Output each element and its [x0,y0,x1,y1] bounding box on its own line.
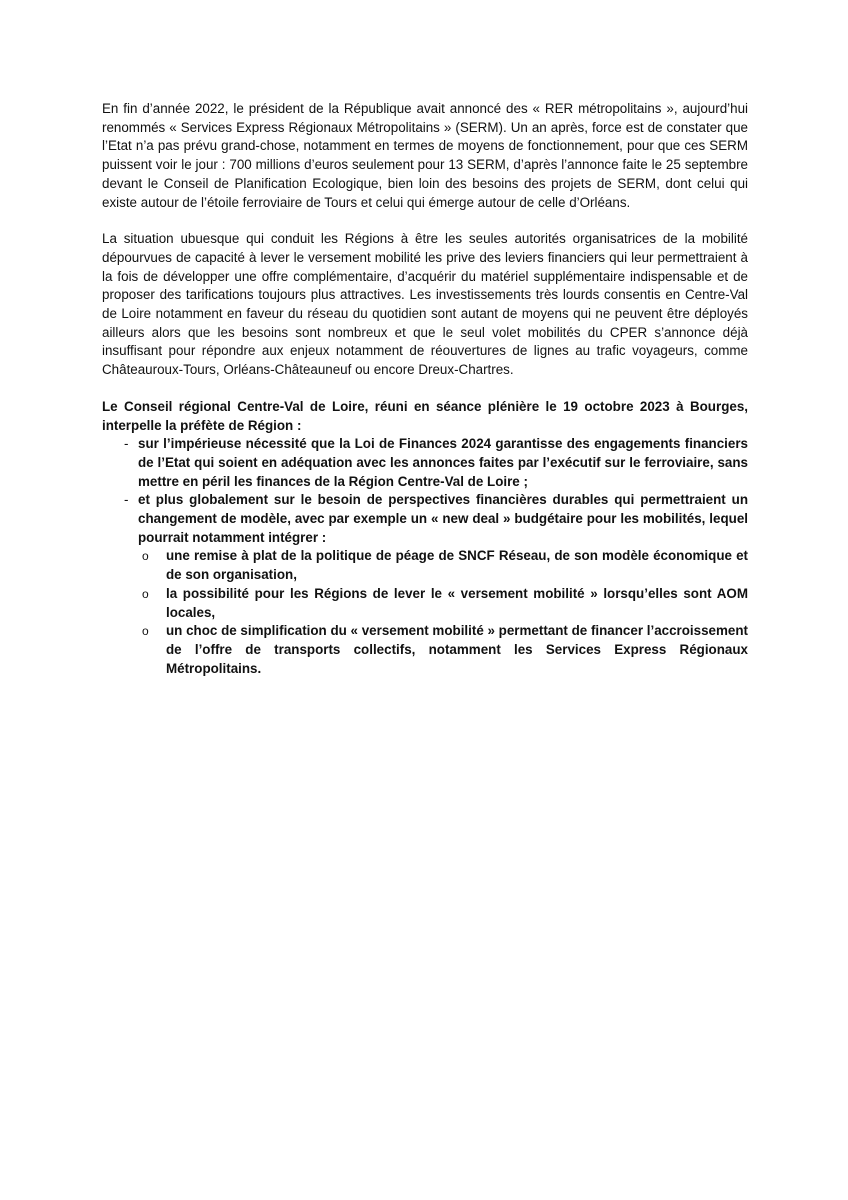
paragraph-serm-context: En fin d’année 2022, le président de la République avait annoncé des « RER métropolitains », aujourd’hui renommés « Services Express Régionaux Métropolitains » (SERM). Un an après, force est de constater que l’Etat n’a pas prévu grand-chose, notamment en termes de moyens de fonctionnement, pour que ces SERM puissent voir le jour : 700 millions d’euros seulement pour 13 SERM, d’après l’annonce faite le 25 septembre devant le Conseil de Planification Ecologique, bien loin des besoins des projets de SERM, dont celui qui existe autour de l’étoile ferroviaire de Tours et celui qui émerge autour de celle d’Orléans. [102,101,748,210]
circle-marker: o [142,549,149,564]
resolution-intro: Le Conseil régional Centre-Val de Loire, réuni en séance plénière le 19 octobre 2023 à Bourges, interpelle la préfète de Région : [102,398,748,433]
document-page [102,100,748,678]
subpoint-choc-simplification [102,622,748,678]
point-text: sur l’impérieuse nécessité que la Loi de Finances 2024 garantisse des engagements financiers de l’Etat qui soient en adéquation avec les annonces faites par l’exécutif sur le ferroviaire, sans mettre en péril les finances de la Région Centre-Val de Loire ; [138,436,748,489]
subpoint-text: une remise à plat de la politique de péage de SNCF Réseau, de son modèle économique et de son organisation, [166,548,748,583]
dash-marker: - [124,492,129,508]
subpoint-text: un choc de simplification du « versement mobilité » permettant de financer l’accroissement de l’offre de transports collectifs, notamment les Services Express Régionaux Métropolitains. [166,623,748,676]
paragraph-regions-situation: La situation ubuesque qui conduit les Régions à être les seules autorités organisatrices de la mobilité dépourvues de capacité à lever le versement mobilité les prive des leviers financiers qui leur permettraient à la fois de développer une offre complémentaire, d’acquérir du matériel supplémentaire indispensable et de proposer des tarifications toujours plus attractives. Les investissements très lourds consentis en Centre-Val de Loire notamment en faveur du réseau du quotidien sont autant de moyens qui ne peuvent être déployés ailleurs alors que les besoins sont nombreux et que le seul volet mobilités du CPER s’annonce déjà insuffisant pour répondre aux enjeux notamment de réouvertures de lignes au trafic voyageurs, comme Châteauroux-Tours, Orléans-Châteauneuf ou encore Dreux-Chartres. [102,231,748,378]
dash-marker: - [124,436,129,452]
point-text: et plus globalement sur le besoin de perspectives financières durables qui permettraient un changement de modèle, avec par exemple un « new deal » budgétaire pour les mobilités, lequel pourrait notamment intégrer : [138,492,748,545]
new-deal-subpoints-list [102,547,748,678]
circle-marker: o [142,586,149,601]
subpoint-peage-sncf [102,547,748,584]
resolution-point-perspectives [102,491,748,547]
resolution-point-loi-finances [102,435,748,491]
subpoint-text: la possibilité pour les Régions de lever le « versement mobilité » lorsqu’elles sont AOM locales, [166,585,748,620]
resolution-block [102,398,748,679]
resolution-points-list [102,435,748,547]
circle-marker: o [142,624,149,639]
subpoint-versement-mobilite [102,585,748,622]
